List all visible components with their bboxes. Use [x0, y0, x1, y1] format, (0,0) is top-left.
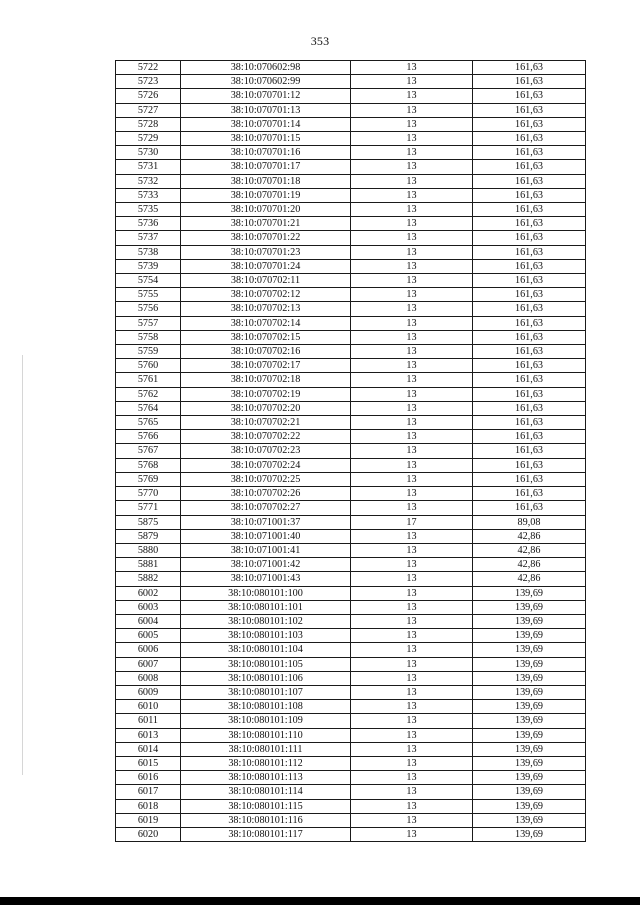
table-row	[116, 416, 586, 430]
cadastral-number-cell: 38:10:070702:27	[181, 501, 351, 515]
table-row	[116, 614, 586, 628]
table-row	[116, 586, 586, 600]
amount-cell: 161,63	[473, 75, 586, 89]
table-body	[116, 61, 586, 842]
cadastral-number-cell: 38:10:070602:99	[181, 75, 351, 89]
row-number-cell: 6013	[116, 728, 181, 742]
table-row	[116, 629, 586, 643]
row-number-cell: 6010	[116, 700, 181, 714]
value-cell: 13	[351, 487, 473, 501]
row-number-cell: 5731	[116, 160, 181, 174]
cadastral-number-cell: 38:10:080101:115	[181, 799, 351, 813]
amount-cell: 161,63	[473, 430, 586, 444]
amount-cell: 139,69	[473, 728, 586, 742]
value-cell: 13	[351, 401, 473, 415]
value-cell: 13	[351, 75, 473, 89]
row-number-cell: 5728	[116, 117, 181, 131]
cadastral-number-cell: 38:10:070702:26	[181, 487, 351, 501]
row-number-cell: 5754	[116, 274, 181, 288]
value-cell: 13	[351, 629, 473, 643]
table-row	[116, 515, 586, 529]
cadastral-number-cell: 38:10:070701:12	[181, 89, 351, 103]
amount-cell: 161,63	[473, 444, 586, 458]
table-row	[116, 827, 586, 841]
table-row	[116, 444, 586, 458]
value-cell: 13	[351, 245, 473, 259]
cadastral-number-cell: 38:10:080101:117	[181, 827, 351, 841]
table-row	[116, 274, 586, 288]
row-number-cell: 6008	[116, 671, 181, 685]
value-cell: 13	[351, 359, 473, 373]
row-number-cell: 5733	[116, 188, 181, 202]
row-number-cell: 5768	[116, 458, 181, 472]
value-cell: 13	[351, 231, 473, 245]
value-cell: 13	[351, 387, 473, 401]
row-number-cell: 5881	[116, 558, 181, 572]
cadastral-number-cell: 38:10:080101:103	[181, 629, 351, 643]
cadastral-number-cell: 38:10:070702:14	[181, 316, 351, 330]
amount-cell: 161,63	[473, 316, 586, 330]
cadastral-number-cell: 38:10:070702:22	[181, 430, 351, 444]
row-number-cell: 5875	[116, 515, 181, 529]
row-number-cell: 5722	[116, 61, 181, 75]
table-row	[116, 160, 586, 174]
row-number-cell: 5730	[116, 146, 181, 160]
row-number-cell: 6011	[116, 714, 181, 728]
value-cell: 13	[351, 685, 473, 699]
amount-cell: 42,86	[473, 543, 586, 557]
row-number-cell: 6018	[116, 799, 181, 813]
amount-cell: 139,69	[473, 813, 586, 827]
value-cell: 13	[351, 188, 473, 202]
value-cell: 13	[351, 430, 473, 444]
row-number-cell: 5764	[116, 401, 181, 415]
row-number-cell: 5762	[116, 387, 181, 401]
amount-cell: 139,69	[473, 785, 586, 799]
scan-margin-line	[22, 355, 23, 775]
row-number-cell: 5736	[116, 217, 181, 231]
row-number-cell: 5737	[116, 231, 181, 245]
row-number-cell: 6006	[116, 643, 181, 657]
value-cell: 13	[351, 345, 473, 359]
value-cell: 13	[351, 274, 473, 288]
row-number-cell: 6015	[116, 756, 181, 770]
amount-cell: 139,69	[473, 771, 586, 785]
value-cell: 13	[351, 103, 473, 117]
table-row	[116, 799, 586, 813]
value-cell: 13	[351, 771, 473, 785]
table-row	[116, 529, 586, 543]
value-cell: 17	[351, 515, 473, 529]
value-cell: 13	[351, 813, 473, 827]
cadastral-number-cell: 38:10:080101:109	[181, 714, 351, 728]
value-cell: 13	[351, 700, 473, 714]
value-cell: 13	[351, 458, 473, 472]
cadastral-number-cell: 38:10:080101:116	[181, 813, 351, 827]
cadastral-number-cell: 38:10:080101:106	[181, 671, 351, 685]
row-number-cell: 6017	[116, 785, 181, 799]
cadastral-number-cell: 38:10:080101:104	[181, 643, 351, 657]
cadastral-number-cell: 38:10:070702:11	[181, 274, 351, 288]
amount-cell: 161,63	[473, 501, 586, 515]
value-cell: 13	[351, 756, 473, 770]
value-cell: 13	[351, 316, 473, 330]
table-row	[116, 345, 586, 359]
cadastral-number-cell: 38:10:080101:107	[181, 685, 351, 699]
cadastral-number-cell: 38:10:070702:25	[181, 472, 351, 486]
row-number-cell: 5761	[116, 373, 181, 387]
cadastral-number-cell: 38:10:070701:18	[181, 174, 351, 188]
cadastral-number-cell: 38:10:080101:108	[181, 700, 351, 714]
table-row	[116, 217, 586, 231]
cadastral-number-cell: 38:10:071001:37	[181, 515, 351, 529]
cadastral-number-cell: 38:10:070702:24	[181, 458, 351, 472]
table-row	[116, 685, 586, 699]
cadastral-number-cell: 38:10:080101:102	[181, 614, 351, 628]
cadastral-number-cell: 38:10:080101:110	[181, 728, 351, 742]
amount-cell: 139,69	[473, 600, 586, 614]
value-cell: 13	[351, 785, 473, 799]
value-cell: 13	[351, 416, 473, 430]
amount-cell: 161,63	[473, 472, 586, 486]
table-row	[116, 203, 586, 217]
amount-cell: 161,63	[473, 217, 586, 231]
amount-cell: 161,63	[473, 61, 586, 75]
table-row	[116, 373, 586, 387]
value-cell: 13	[351, 472, 473, 486]
amount-cell: 139,69	[473, 756, 586, 770]
amount-cell: 161,63	[473, 203, 586, 217]
value-cell: 13	[351, 501, 473, 515]
row-number-cell: 5767	[116, 444, 181, 458]
value-cell: 13	[351, 714, 473, 728]
cadastral-number-cell: 38:10:070702:13	[181, 302, 351, 316]
row-number-cell: 5723	[116, 75, 181, 89]
value-cell: 13	[351, 174, 473, 188]
cadastral-number-cell: 38:10:070701:14	[181, 117, 351, 131]
value-cell: 13	[351, 444, 473, 458]
row-number-cell: 5769	[116, 472, 181, 486]
table-row	[116, 245, 586, 259]
cadastral-number-cell: 38:10:070701:19	[181, 188, 351, 202]
value-cell: 13	[351, 572, 473, 586]
table-row	[116, 259, 586, 273]
amount-cell: 161,63	[473, 274, 586, 288]
value-cell: 13	[351, 742, 473, 756]
row-number-cell: 5729	[116, 132, 181, 146]
value-cell: 13	[351, 146, 473, 160]
row-number-cell: 6019	[116, 813, 181, 827]
table-row	[116, 643, 586, 657]
amount-cell: 139,69	[473, 700, 586, 714]
cadastral-number-cell: 38:10:070701:13	[181, 103, 351, 117]
table-row	[116, 117, 586, 131]
cadastral-number-cell: 38:10:080101:114	[181, 785, 351, 799]
table-row	[116, 316, 586, 330]
row-number-cell: 5760	[116, 359, 181, 373]
cadastral-number-cell: 38:10:070701:22	[181, 231, 351, 245]
row-number-cell: 6009	[116, 685, 181, 699]
table-row	[116, 89, 586, 103]
row-number-cell: 5771	[116, 501, 181, 515]
data-table	[115, 60, 586, 842]
amount-cell: 161,63	[473, 231, 586, 245]
row-number-cell: 5758	[116, 330, 181, 344]
amount-cell: 139,69	[473, 827, 586, 841]
value-cell: 13	[351, 827, 473, 841]
row-number-cell: 6020	[116, 827, 181, 841]
value-cell: 13	[351, 543, 473, 557]
row-number-cell: 5759	[116, 345, 181, 359]
row-number-cell: 5727	[116, 103, 181, 117]
value-cell: 13	[351, 61, 473, 75]
amount-cell: 139,69	[473, 685, 586, 699]
amount-cell: 139,69	[473, 742, 586, 756]
row-number-cell: 6014	[116, 742, 181, 756]
value-cell: 13	[351, 203, 473, 217]
amount-cell: 161,63	[473, 458, 586, 472]
table-row	[116, 572, 586, 586]
value-cell: 13	[351, 799, 473, 813]
row-number-cell: 5726	[116, 89, 181, 103]
table-row	[116, 657, 586, 671]
table-row	[116, 472, 586, 486]
amount-cell: 139,69	[473, 614, 586, 628]
value-cell: 13	[351, 728, 473, 742]
table-row	[116, 132, 586, 146]
cadastral-number-cell: 38:10:080101:113	[181, 771, 351, 785]
table-row	[116, 742, 586, 756]
cadastral-number-cell: 38:10:080101:101	[181, 600, 351, 614]
amount-cell: 161,63	[473, 359, 586, 373]
cadastral-number-cell: 38:10:080101:111	[181, 742, 351, 756]
row-number-cell: 5755	[116, 288, 181, 302]
value-cell: 13	[351, 373, 473, 387]
row-number-cell: 6003	[116, 600, 181, 614]
cadastral-number-cell: 38:10:070701:15	[181, 132, 351, 146]
value-cell: 13	[351, 657, 473, 671]
cadastral-number-cell: 38:10:071001:43	[181, 572, 351, 586]
table-row	[116, 103, 586, 117]
table-row	[116, 188, 586, 202]
cadastral-number-cell: 38:10:070701:16	[181, 146, 351, 160]
row-number-cell: 5880	[116, 543, 181, 557]
row-number-cell: 5766	[116, 430, 181, 444]
amount-cell: 139,69	[473, 714, 586, 728]
scan-bottom-edge	[0, 897, 640, 905]
page-number: 353	[310, 34, 330, 48]
amount-cell: 161,63	[473, 401, 586, 415]
value-cell: 13	[351, 132, 473, 146]
value-cell: 13	[351, 643, 473, 657]
amount-cell: 161,63	[473, 259, 586, 273]
table-row	[116, 359, 586, 373]
value-cell: 13	[351, 160, 473, 174]
amount-cell: 161,63	[473, 330, 586, 344]
row-number-cell: 6002	[116, 586, 181, 600]
table-row	[116, 700, 586, 714]
row-number-cell: 5756	[116, 302, 181, 316]
value-cell: 13	[351, 614, 473, 628]
table-row	[116, 75, 586, 89]
table-row	[116, 671, 586, 685]
value-cell: 13	[351, 586, 473, 600]
cadastral-number-cell: 38:10:070702:23	[181, 444, 351, 458]
amount-cell: 161,63	[473, 288, 586, 302]
value-cell: 13	[351, 671, 473, 685]
table-row	[116, 600, 586, 614]
row-number-cell: 5882	[116, 572, 181, 586]
row-number-cell: 5879	[116, 529, 181, 543]
amount-cell: 161,63	[473, 416, 586, 430]
cadastral-number-cell: 38:10:071001:40	[181, 529, 351, 543]
value-cell: 13	[351, 89, 473, 103]
value-cell: 13	[351, 117, 473, 131]
row-number-cell: 6004	[116, 614, 181, 628]
row-number-cell: 5757	[116, 316, 181, 330]
table-row	[116, 487, 586, 501]
amount-cell: 139,69	[473, 657, 586, 671]
table-row	[116, 785, 586, 799]
table-row	[116, 728, 586, 742]
table-row	[116, 401, 586, 415]
cadastral-number-cell: 38:10:070701:17	[181, 160, 351, 174]
table-row	[116, 756, 586, 770]
amount-cell: 161,63	[473, 146, 586, 160]
table-row	[116, 174, 586, 188]
table-row	[116, 302, 586, 316]
cadastral-number-cell: 38:10:070702:19	[181, 387, 351, 401]
value-cell: 13	[351, 302, 473, 316]
amount-cell: 161,63	[473, 487, 586, 501]
table-row	[116, 288, 586, 302]
table-row	[116, 231, 586, 245]
value-cell: 13	[351, 330, 473, 344]
value-cell: 13	[351, 558, 473, 572]
amount-cell: 89,08	[473, 515, 586, 529]
cadastral-number-cell: 38:10:071001:41	[181, 543, 351, 557]
cadastral-number-cell: 38:10:070701:20	[181, 203, 351, 217]
amount-cell: 139,69	[473, 799, 586, 813]
table-row	[116, 558, 586, 572]
cadastral-number-cell: 38:10:070702:16	[181, 345, 351, 359]
cadastral-number-cell: 38:10:070702:15	[181, 330, 351, 344]
amount-cell: 161,63	[473, 89, 586, 103]
amount-cell: 161,63	[473, 387, 586, 401]
row-number-cell: 6007	[116, 657, 181, 671]
row-number-cell: 5735	[116, 203, 181, 217]
amount-cell: 161,63	[473, 117, 586, 131]
amount-cell: 139,69	[473, 671, 586, 685]
amount-cell: 161,63	[473, 373, 586, 387]
table-row	[116, 543, 586, 557]
table-row	[116, 387, 586, 401]
row-number-cell: 5739	[116, 259, 181, 273]
cadastral-number-cell: 38:10:070702:18	[181, 373, 351, 387]
table-row	[116, 813, 586, 827]
row-number-cell: 5732	[116, 174, 181, 188]
table-row	[116, 146, 586, 160]
amount-cell: 139,69	[473, 643, 586, 657]
value-cell: 13	[351, 288, 473, 302]
value-cell: 13	[351, 529, 473, 543]
table-row	[116, 501, 586, 515]
cadastral-number-cell: 38:10:080101:112	[181, 756, 351, 770]
amount-cell: 161,63	[473, 160, 586, 174]
amount-cell: 139,69	[473, 586, 586, 600]
amount-cell: 161,63	[473, 174, 586, 188]
table-row	[116, 330, 586, 344]
table-row	[116, 430, 586, 444]
cadastral-number-cell: 38:10:070701:21	[181, 217, 351, 231]
table-row	[116, 61, 586, 75]
amount-cell: 42,86	[473, 558, 586, 572]
table-row	[116, 771, 586, 785]
row-number-cell: 5738	[116, 245, 181, 259]
cadastral-number-cell: 38:10:070701:24	[181, 259, 351, 273]
cadastral-number-cell: 38:10:070701:23	[181, 245, 351, 259]
amount-cell: 161,63	[473, 302, 586, 316]
cadastral-number-cell: 38:10:070702:21	[181, 416, 351, 430]
amount-cell: 161,63	[473, 245, 586, 259]
amount-cell: 42,86	[473, 529, 586, 543]
row-number-cell: 5770	[116, 487, 181, 501]
cadastral-number-cell: 38:10:070602:98	[181, 61, 351, 75]
cadastral-number-cell: 38:10:080101:105	[181, 657, 351, 671]
cadastral-number-cell: 38:10:080101:100	[181, 586, 351, 600]
value-cell: 13	[351, 600, 473, 614]
amount-cell: 139,69	[473, 629, 586, 643]
cadastral-number-cell: 38:10:070702:17	[181, 359, 351, 373]
table-row	[116, 458, 586, 472]
amount-cell: 161,63	[473, 345, 586, 359]
amount-cell: 42,86	[473, 572, 586, 586]
row-number-cell: 6016	[116, 771, 181, 785]
value-cell: 13	[351, 217, 473, 231]
amount-cell: 161,63	[473, 188, 586, 202]
cadastral-number-cell: 38:10:070702:12	[181, 288, 351, 302]
cadastral-number-cell: 38:10:070702:20	[181, 401, 351, 415]
amount-cell: 161,63	[473, 103, 586, 117]
row-number-cell: 5765	[116, 416, 181, 430]
amount-cell: 161,63	[473, 132, 586, 146]
table-row	[116, 714, 586, 728]
row-number-cell: 6005	[116, 629, 181, 643]
value-cell: 13	[351, 259, 473, 273]
cadastral-number-cell: 38:10:071001:42	[181, 558, 351, 572]
